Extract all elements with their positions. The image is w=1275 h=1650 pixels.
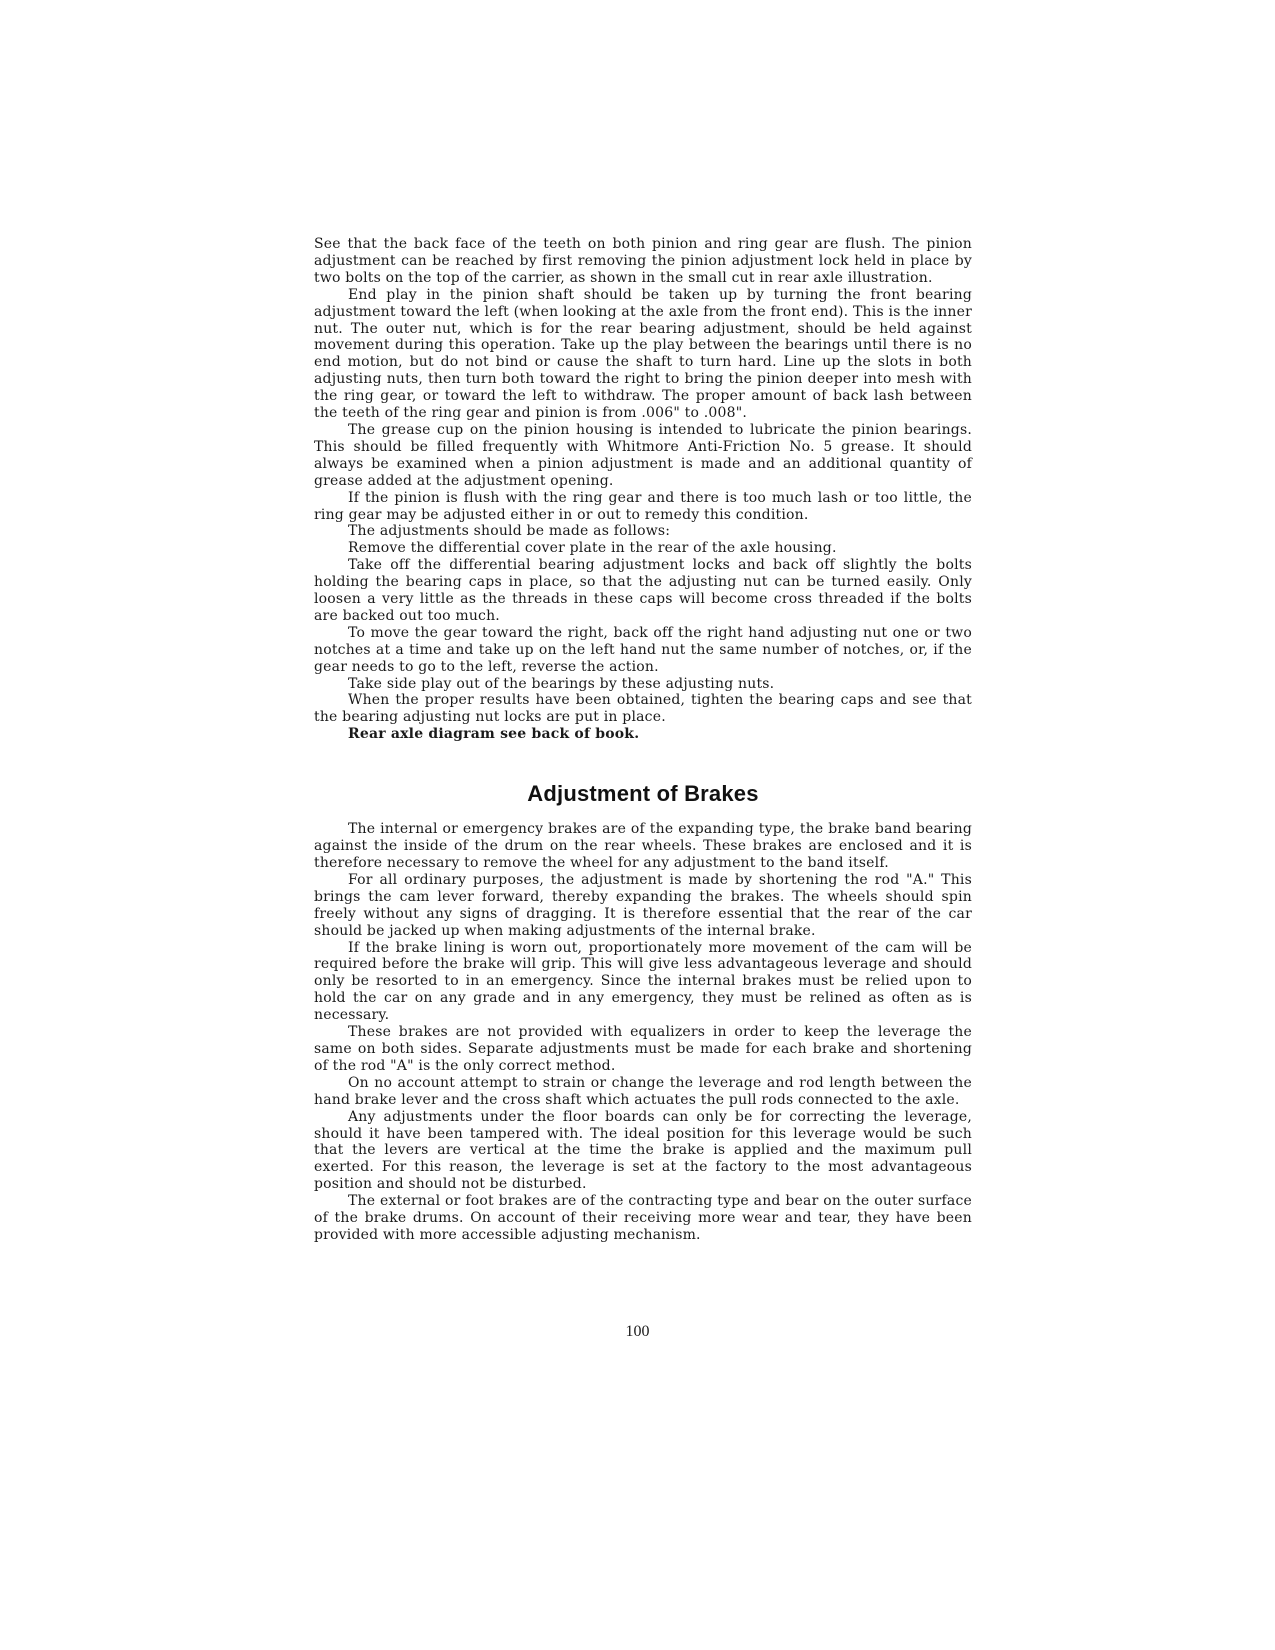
paragraph: These brakes are not provided with equalizers in order to keep the leverage the same on both sides. Separate adjustments must be made for each brake and shortening of the rod "A" is the only correct method. xyxy=(314,1024,972,1074)
paragraph: The internal or emergency brakes are of the expanding type, the brake band bearing against the inside of the drum on the rear wheels. These brakes are enclosed and it is therefore necessary to remove the wheel for any adjustment to the band itself. xyxy=(314,821,972,871)
diagram-note: Rear axle diagram see back of book. xyxy=(348,726,640,743)
paragraph: For all ordinary purposes, the adjustment is made by shortening the rod "A." This brings the cam lever forward, thereby expanding the brakes. The wheels should spin freely without any signs of dragging. It is therefore essential that the rear of the car should be jacked up when making adjustments of the internal brake. xyxy=(314,871,972,939)
paragraph: Remove the differential cover plate in the rear of the axle housing. xyxy=(348,540,837,557)
paragraph: The external or foot brakes are of the contracting type and bear on the outer surface of the brake drums. On account of their receiving more wear and tear, they have been provided with more accessible adjusting mechanism. xyxy=(314,1193,972,1243)
paragraph: Take side play out of the bearings by these adjusting nuts. xyxy=(348,675,775,692)
paragraph: The grease cup on the pinion housing is intended to lubricate the pinion bearings. This should be filled frequently with Whitmore Anti-Friction No. 5 grease. It should always be examined when a pinion adjustment is made and an additional quantity of grease added at the adjustment opening. xyxy=(314,421,972,489)
paragraph: See that the back face of the teeth on both pinion and ring gear are flush. The pinion adjustment can be reached by first removing the pinion adjustment lock held in place by two bolts on the top of the carrier, as shown in the small cut in rear axle illustration. xyxy=(314,236,972,286)
page-number: 100 xyxy=(625,1323,650,1340)
paragraph: End play in the pinion shaft should be taken up by turning the front bearing adjustment toward the left (when looking at the axle from the front end). This is the inner nut. The outer nut, which is for the rear bearing adjustment, should be held against movement during this operation. Take up the play between the bearings until there is no end motion, but do not bind or cause the shaft to turn hard. Line up the slots in both adjusting nuts, then turn both toward the right to bring the pinion deeper into mesh with the ring gear, or toward the left to withdraw. The proper amount of back lash between the teeth of the ring gear and pinion is from .006" to .008". xyxy=(314,286,972,422)
section-heading: Adjustment of Brakes xyxy=(527,781,759,807)
paragraph: On no account attempt to strain or change the leverage and rod length between the hand brake lever and the cross shaft which actuates the pull rods connected to the axle. xyxy=(314,1074,972,1108)
paragraph: Any adjustments under the floor boards can only be for correcting the leverage, should it have been tampered with. The ideal position for this leverage would be such that the levers are vertical at the time the brake is applied and the maximum pull exerted. For this reason, the leverage is set at the factory to the most advantageous position and should not be disturbed. xyxy=(314,1108,972,1193)
paragraph: If the pinion is flush with the ring gear and there is too much lash or too little, the ring gear may be adjusted either in or out to remedy this condition. xyxy=(314,489,972,523)
paragraph: Take off the differential bearing adjustment locks and back off slightly the bolts holding the bearing caps in place, so that the adjusting nut can be turned easily. Only loosen a very little as the threads in these caps will become cross threaded if the bolts are backed out too much. xyxy=(314,557,972,624)
paragraph: If the brake lining is worn out, proportionately more movement of the cam will be required before the brake will grip. This will give less advantageous leverage and should only be resorted to in an emergency. Since the internal brakes must be relied upon to hold the car on any grade and in any emergency, they must be relined as often as is necessary. xyxy=(314,939,972,1024)
paragraph: The adjustments should be made as follows: xyxy=(348,523,671,540)
paragraph: To move the gear toward the right, back off the right hand adjusting nut one or two notches at a time and take up on the left hand nut the same number of notches, or, if the gear needs to go to the left, reverse the action. xyxy=(314,624,972,675)
page-body xyxy=(314,236,972,1244)
paragraph: When the proper results have been obtained, tighten the bearing caps and see that the bearing adjusting nut locks are put in place. xyxy=(314,692,972,726)
rear-axle-section xyxy=(314,236,972,743)
brakes-section xyxy=(314,821,972,1244)
